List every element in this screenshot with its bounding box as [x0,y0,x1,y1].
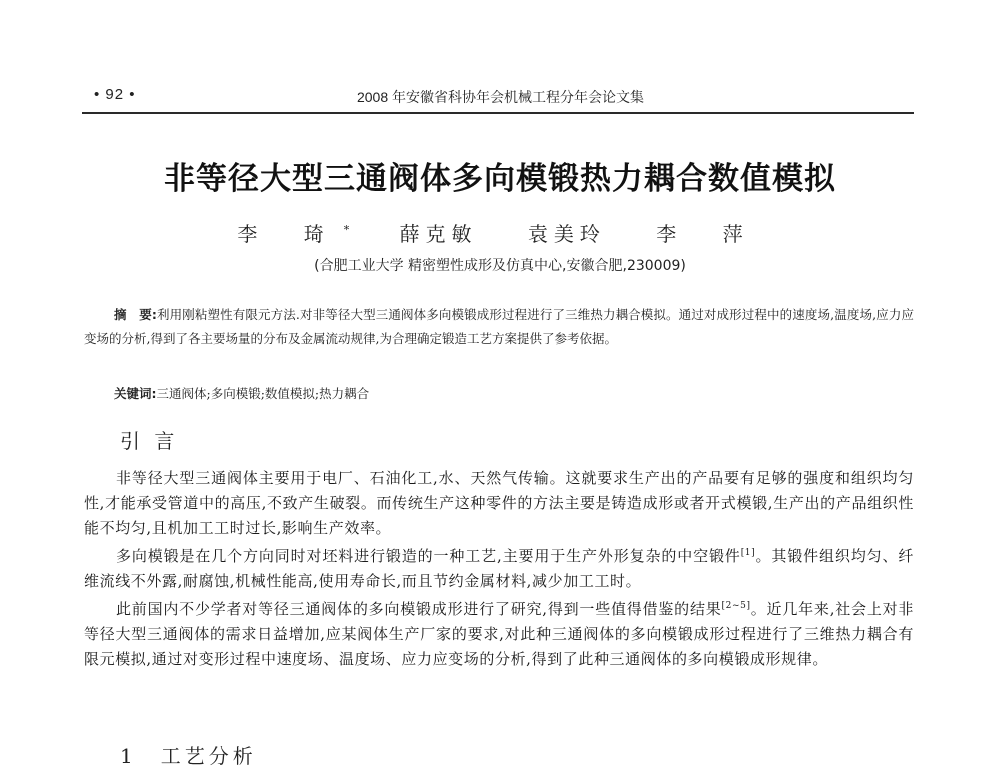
citation-ref: [1] [740,548,756,558]
paragraph [84,597,914,672]
header-divider [82,112,914,114]
paragraph [84,466,914,541]
paragraph-text: 多向模锻是在几个方向同时对坯料进行锻造的一种工艺,主要用于生产外形复杂的中空锻件 [116,547,741,565]
author-name: 李 琦 [237,222,344,246]
paragraph [84,544,914,594]
author [400,218,478,247]
keywords [114,384,914,402]
author-name: 袁美玲 [527,222,606,246]
paragraph-text: 。近几年来,社会上对非等径大型三通阀体的需求日益增加,应某阀体生产厂家的要求,对此种三通阀体的多向模锻成形过程进行了三维热力耦合有限元模拟,通过对变形过程中速度场、温度场、应力应变场的分析,得到了此种三通阀体的多向模锻成形规律。 [84,600,915,668]
author-list [0,218,1000,247]
paragraph-text: 非等径大型三通阀体主要用于电厂、石油化工,水、天然气传输。这就要求生产出的产品要有足够的强度和组织均匀性,才能承受管道中的高压,不致产生破裂。而传统生产这种零件的方法主要是铸造成形或者开式模锻,生产出的产品组织性能不均匀,且机加工工时过长,影响生产效率。 [84,469,914,537]
affiliation: (合肥工业大学 精密塑性成形及仿真中心,安徽合肥,230009) [314,258,686,274]
author [656,218,762,247]
running-header [88,86,913,108]
abstract-text: 利用刚粘塑性有限元方法.对非等径大型三通阀体多向模锻成形过程进行了三维热力耦合模拟。通过对成形过程中的速度场,温度场,应力应变场的分析,得到了各主要场量的分布及金属流动规律,为合理确定锻造工艺方案提供了参考依据。 [84,307,914,346]
paper-title: 非等径大型三通阀体多向模锻热力耦合数值模拟 [164,161,836,197]
section-heading-introduction: 引 言 [120,429,179,453]
keywords-label: 关键词: [114,386,157,401]
author-name: 薛克敏 [399,222,478,246]
abstract-label: 摘 要: [114,307,157,322]
author-name: 李 萍 [656,222,763,246]
journal-title: 2008 年安徽省科协年会机械工程分年会论文集 [356,89,645,105]
section-heading-process-analysis: 1 工艺分析 [120,744,257,768]
keywords-text: 三通阀体;多向模锻;数值模拟;热力耦合 [156,386,370,401]
citation-ref: [2~5] [721,601,751,611]
corresponding-author-mark: * [343,223,350,237]
abstract [84,303,914,351]
paragraph-text: 。其锻件组织均匀、纤维流线不外露,耐腐蚀,机械性能高,使用寿命长,而且节约金属材料,减少加工工时。 [84,547,914,590]
author [237,218,349,247]
page-number: • 92 • [94,86,136,103]
paragraph-text: 此前国内不少学者对等径三通阀体的多向模锻成形进行了研究,得到一些值得借鉴的结果 [116,600,722,618]
introduction-body [84,466,914,675]
author [528,218,606,247]
